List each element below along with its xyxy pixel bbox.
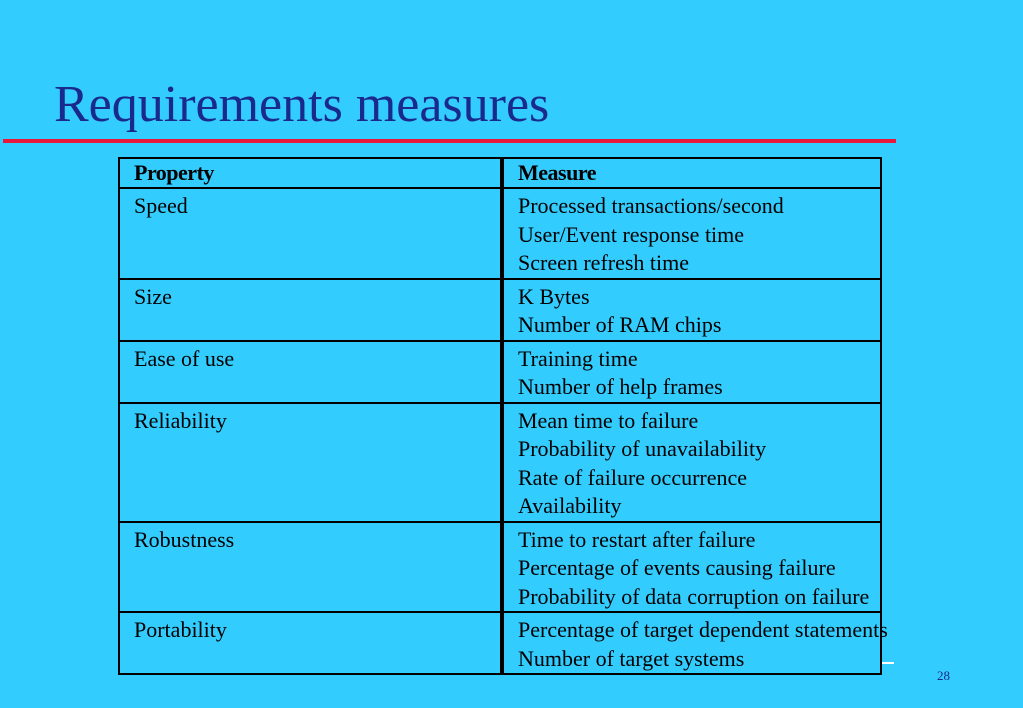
measures-table-container — [118, 157, 888, 675]
measure-cell — [500, 189, 882, 280]
table-row — [118, 523, 882, 614]
measure-cell — [500, 342, 882, 404]
table-row — [118, 189, 882, 280]
measure-cell — [500, 404, 882, 523]
page-number: 28 — [937, 668, 950, 683]
header-property: Property — [118, 157, 500, 189]
table-row — [118, 613, 882, 675]
property-cell: Size — [118, 280, 500, 342]
measure-item: K Bytes — [518, 283, 590, 309]
table-row — [118, 342, 882, 404]
measure-item: Percentage of target dependent statements — [518, 617, 888, 642]
measure-item: Training time — [518, 345, 638, 371]
measure-item: Mean time to failure — [518, 407, 699, 433]
table-header-row — [118, 157, 882, 189]
table-row — [118, 280, 882, 342]
property-cell: Robustness — [118, 523, 500, 614]
measure-cell — [500, 280, 882, 342]
measure-item: Processed transactions/second — [518, 193, 784, 218]
measure-item: Time to restart after failure — [518, 526, 756, 552]
measures-table — [118, 157, 888, 675]
slide-title: Requirements measures — [54, 76, 550, 133]
measure-item: Percentage of events causing failure — [518, 555, 836, 580]
property-cell: Portability — [118, 613, 500, 675]
measure-item: User/Event response time — [518, 221, 745, 247]
measure-item: Screen refresh time — [518, 250, 690, 275]
table-row — [118, 404, 882, 523]
measure-item: Number of target systems — [518, 645, 745, 671]
measure-cell — [500, 523, 882, 614]
measure-item: Probability of data corruption on failure — [518, 583, 870, 609]
property-cell: Reliability — [118, 404, 500, 523]
measure-item: Probability of unavailability — [518, 436, 767, 461]
property-cell: Speed — [118, 189, 500, 280]
measure-item: Number of RAM chips — [518, 312, 722, 337]
measure-item: Availability — [518, 493, 622, 518]
title-underline — [3, 139, 896, 143]
measure-item: Rate of failure occurrence — [518, 464, 748, 490]
measure-item: Number of help frames — [518, 374, 723, 399]
measure-cell — [500, 613, 888, 675]
corner-mark — [882, 662, 894, 664]
property-cell: Ease of use — [118, 342, 500, 404]
header-measure: Measure — [500, 157, 882, 189]
